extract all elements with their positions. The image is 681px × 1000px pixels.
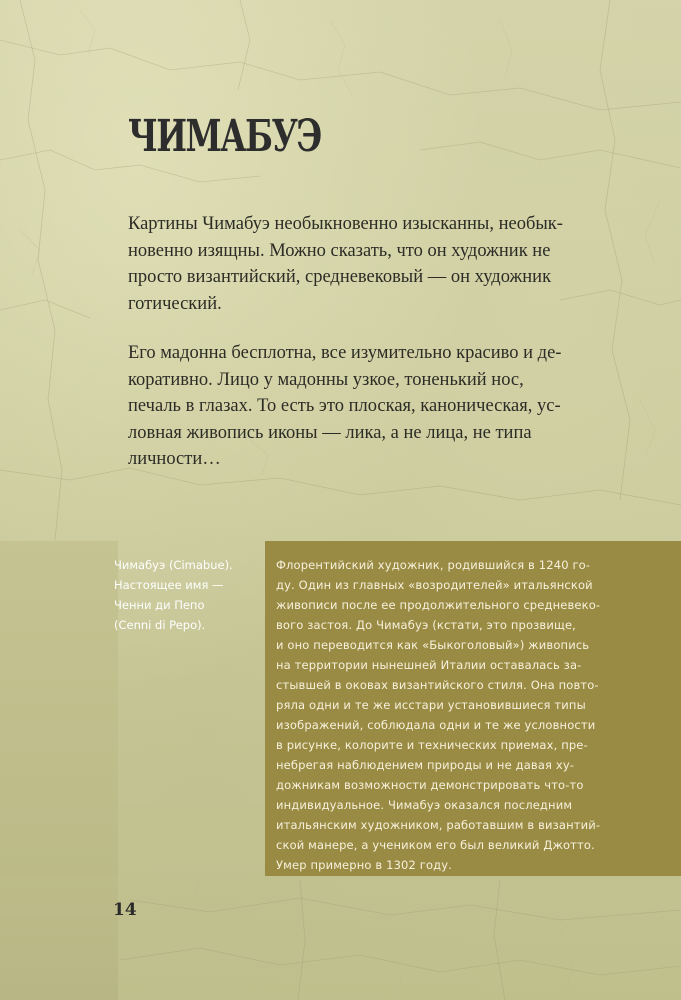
biography-line: и оно переводится как «Быкоголовый») живопись xyxy=(276,638,590,652)
sidebar-name-note xyxy=(114,555,233,635)
sidebar-line: Чимабуэ (Cimabue). xyxy=(114,558,233,572)
body-paragraph-1 xyxy=(128,211,623,317)
paragraph-line: ловная живопись иконы — лика, а не лица, не типа xyxy=(128,422,532,443)
paragraph-line: коративно. Лицо у мадонны узкое, тоненький нос, xyxy=(128,369,524,390)
biography-line: стывшей в оковах византийского стиля. Она повто- xyxy=(276,678,599,692)
page-title: ЧИМАБУЭ xyxy=(128,111,321,162)
sidebar-line: Настоящее имя — xyxy=(114,578,224,592)
biography-line: небрегая наблюдением природы и не давая ху- xyxy=(276,758,575,772)
biography-line: Умер примерно в 1302 году. xyxy=(276,858,453,872)
biography-line: в рисунке, колорите и технических приемах, пре- xyxy=(276,738,588,752)
paragraph-line: личности… xyxy=(128,449,221,469)
biography-line: ской манере, а учеником его был великий Джотто. xyxy=(276,838,595,852)
paragraph-line: просто византийский, средневековый — он художник xyxy=(128,267,552,287)
page-number-block xyxy=(0,876,118,1000)
paragraph-line: готический. xyxy=(128,293,222,314)
sidebar-line: (Cenni di Pepo). xyxy=(114,618,206,632)
left-color-strip xyxy=(0,541,118,876)
paragraph-line: Его мадонна бесплотна, все изумительно красиво и де- xyxy=(128,343,562,363)
body-paragraph-2 xyxy=(128,340,623,473)
biography-line: итальянским художником, работавшим в византий- xyxy=(276,818,601,832)
biography-line: изображений, соблюдала одни и те же условности xyxy=(276,718,596,732)
biography-line: вого застоя. До Чимабуэ (кстати, это прозвище, xyxy=(276,618,576,632)
biography-line: живописи после ее продолжительного средневеко- xyxy=(276,598,601,612)
biography-line: индивидуальное. Чимабуэ оказался последним xyxy=(276,798,573,812)
biography-line: ряла одни и те же исстари установившиеся типы xyxy=(276,698,586,712)
paragraph-line: печаль в глазах. То есть это плоская, каноническая, ус- xyxy=(128,396,561,416)
sidebar-line: Ченни ди Пепо xyxy=(114,598,205,612)
biography-line: ду. Один из главных «возродителей» итальянской xyxy=(276,578,593,592)
biography-text xyxy=(276,555,672,875)
paragraph-line: Картины Чимабуэ необыкновенно изысканны, необык- xyxy=(128,214,563,234)
biography-line: дожникам возможности демонстрировать что-то xyxy=(276,778,584,792)
page-number: 14 xyxy=(113,900,137,920)
biography-line: на территории нынешней Италии оставалась за- xyxy=(276,658,582,672)
paragraph-line: новенно изящны. Можно сказать, что он художник не xyxy=(128,240,551,261)
biography-line: Флорентийский художник, родившийся в 1240 го- xyxy=(276,558,591,572)
